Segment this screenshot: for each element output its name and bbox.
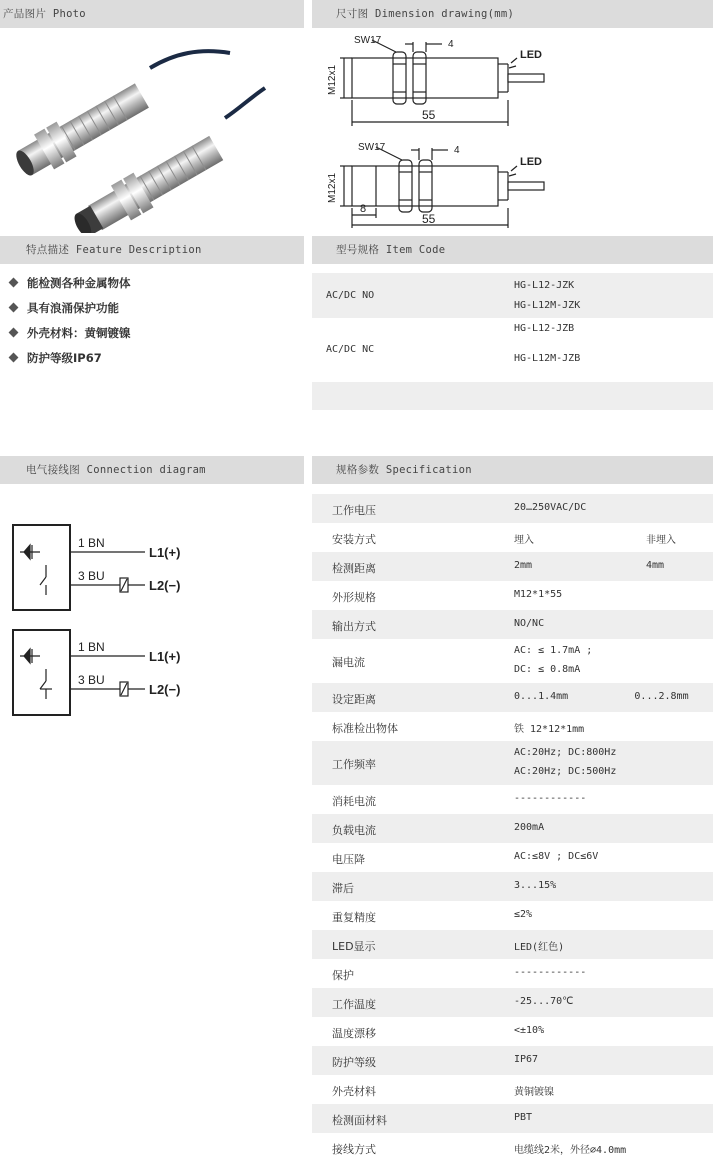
spec-name: 电压降: [332, 852, 365, 866]
spec-value: 3...15%: [514, 879, 557, 891]
diamond-bullet-icon: [9, 353, 19, 363]
dim-bottom-nut-width: 4: [454, 145, 460, 156]
spec-value: ≤2%: [514, 908, 533, 920]
dim-bottom-thread: M12x1: [327, 172, 338, 203]
spec-name: 设定距离: [332, 692, 376, 706]
spec-name: 接线方式: [332, 1142, 376, 1156]
spec-value: 0...1.4mm 0...2.8mm: [514, 690, 689, 702]
spec-name: 消耗电流: [332, 794, 376, 808]
spec-row: [312, 901, 713, 930]
spec-name: 防护等级: [332, 1055, 376, 1069]
spec-row: [312, 1017, 713, 1046]
spec-row: [312, 552, 713, 581]
item-code-row: [312, 273, 713, 318]
product-photo: [0, 28, 304, 233]
item-code-label: AC/DC NO: [326, 290, 375, 301]
spec-row: [312, 930, 713, 959]
spec-name: 检测距离: [332, 561, 376, 575]
conn-no-wire1: 1 BN: [78, 536, 105, 550]
spec-value: AC:20Hz; DC:500Hz: [514, 766, 617, 777]
spec-value: 黄铜镀镍: [514, 1086, 554, 1098]
spec-row: [312, 494, 713, 523]
spec-row: [312, 1075, 713, 1104]
spec-value: -25...70℃: [514, 995, 574, 1007]
spec-value: 铁 12*12*1mm: [514, 723, 585, 735]
feature-header-label: 特点描述 Feature Description: [26, 244, 202, 256]
dimension-header-label: 尺寸图 Dimension drawing(mm): [336, 8, 515, 20]
spec-value: LED(红色): [514, 941, 565, 953]
spec-row: [312, 872, 713, 901]
feature-item: 外壳材料：黄铜镀镍: [10, 325, 131, 341]
spec-name: 工作电压: [332, 503, 376, 517]
conn-nc-wire2: 3 BU: [78, 673, 105, 687]
spec-row: [312, 610, 713, 639]
dimension-drawing-bottom: [340, 147, 544, 228]
spec-name: 安装方式: [332, 532, 376, 546]
spec-row: [312, 1046, 713, 1075]
dim-top-thread: M12x1: [327, 64, 338, 95]
spec-row: [312, 843, 713, 872]
item-code-label: AC/DC NC: [326, 344, 375, 355]
spec-row: [312, 712, 713, 741]
dim-bottom-led: LED: [520, 156, 542, 168]
spec-name: 漏电流: [332, 656, 365, 669]
feature-header: [0, 236, 304, 264]
connection-header-label: 电气接线图 Connection diagram: [26, 464, 206, 476]
spec-name: 检测面材料: [332, 1113, 387, 1127]
spec-row: [312, 581, 713, 610]
item-code: HG-L12-JZB: [514, 323, 575, 334]
spec-row: [312, 988, 713, 1017]
dim-bottom-length: 55: [422, 212, 436, 226]
item-code-empty-row: [312, 382, 713, 410]
conn-no-term1: L1(+): [149, 545, 181, 560]
spec-value: 埋入: [514, 534, 534, 546]
spec-name: 重复精度: [332, 910, 376, 924]
photo-header-label: 产品图片 Photo: [3, 8, 86, 20]
conn-nc-term2: L2(−): [149, 682, 181, 697]
spec-name: 保护: [332, 968, 354, 982]
conn-no-term2: L2(−): [149, 578, 181, 593]
spec-row: [312, 683, 713, 712]
spec-value: NO/NC: [514, 617, 545, 629]
dim-bottom-protrusion: 8: [360, 203, 367, 215]
spec-value: AC: ≤ 1.7mA ;: [514, 645, 593, 656]
dimension-drawing: [312, 28, 713, 233]
feature-item: 具有浪涌保护功能: [10, 300, 119, 316]
spec-name: LED显示: [332, 939, 376, 953]
spec-value: ------------: [514, 966, 587, 978]
item-code: HG-L12-JZK: [514, 280, 575, 291]
connection-diagram: [0, 515, 304, 725]
item-code: HG-L12M-JZB: [514, 353, 581, 364]
specification-header: [312, 456, 713, 484]
spec-name: 外壳材料: [332, 1084, 376, 1098]
diamond-bullet-icon: [9, 303, 19, 313]
spec-row: [312, 785, 713, 814]
dimension-header: [312, 0, 713, 28]
spec-name: 工作温度: [332, 997, 376, 1011]
photo-header: [0, 0, 304, 28]
spec-name: 标准检出物体: [332, 721, 398, 735]
spec-row: [312, 814, 713, 843]
dim-top-length: 55: [422, 108, 436, 122]
spec-row: [312, 959, 713, 988]
spec-row: [312, 741, 713, 785]
spec-name: 工作频率: [332, 758, 376, 771]
spec-row: [312, 523, 713, 552]
item-code: HG-L12M-JZK: [514, 300, 581, 311]
dim-bottom-wrench: SW17: [358, 142, 386, 153]
item-code-header: [312, 236, 713, 264]
spec-name: 外形规格: [332, 590, 376, 604]
spec-value: ------------: [514, 792, 587, 804]
spec-name: 输出方式: [332, 619, 376, 633]
dim-top-wrench: SW17: [354, 35, 382, 46]
spec-name: 负载电流: [332, 823, 376, 837]
spec-value-2: 4mm: [646, 559, 665, 571]
item-code-row: [312, 318, 713, 381]
feature-item: 能检测各种金属物体: [10, 275, 131, 291]
spec-value: 200mA: [514, 821, 545, 833]
feature-item: 防护等级IP67: [10, 350, 102, 366]
spec-value: 20…250VAC/DC: [514, 501, 587, 513]
spec-row: [312, 1133, 713, 1162]
dimension-drawing-top: [340, 40, 544, 126]
specification-header-label: 规格参数 Specification: [336, 464, 472, 476]
spec-row: [312, 639, 713, 683]
spec-value: DC: ≤ 0.8mA: [514, 664, 581, 675]
diamond-bullet-icon: [9, 278, 19, 288]
conn-no-wire2: 3 BU: [78, 569, 105, 583]
spec-name: 温度漂移: [332, 1026, 376, 1040]
spec-value-2: 非埋入: [646, 534, 676, 546]
spec-value: AC:20Hz; DC:800Hz: [514, 747, 617, 758]
spec-value: <±10%: [514, 1024, 545, 1036]
spec-row: [312, 1104, 713, 1133]
spec-value: AC:≤8V ; DC≤6V: [514, 850, 599, 862]
item-code-header-label: 型号规格 Item Code: [336, 244, 446, 256]
spec-value: PBT: [514, 1111, 533, 1123]
spec-name: 滞后: [332, 881, 354, 895]
spec-value: 2mm: [514, 559, 533, 571]
spec-value: M12*1*55: [514, 588, 563, 600]
spec-value: 电缆线2米，外径∅4.0mm: [514, 1144, 627, 1156]
conn-nc-term1: L1(+): [149, 649, 181, 664]
dim-top-led: LED: [520, 49, 542, 61]
spec-value: IP67: [514, 1053, 539, 1065]
dim-top-nut-width: 4: [448, 39, 454, 50]
diamond-bullet-icon: [9, 328, 19, 338]
conn-nc-wire1: 1 BN: [78, 640, 105, 654]
connection-header: [0, 456, 304, 484]
